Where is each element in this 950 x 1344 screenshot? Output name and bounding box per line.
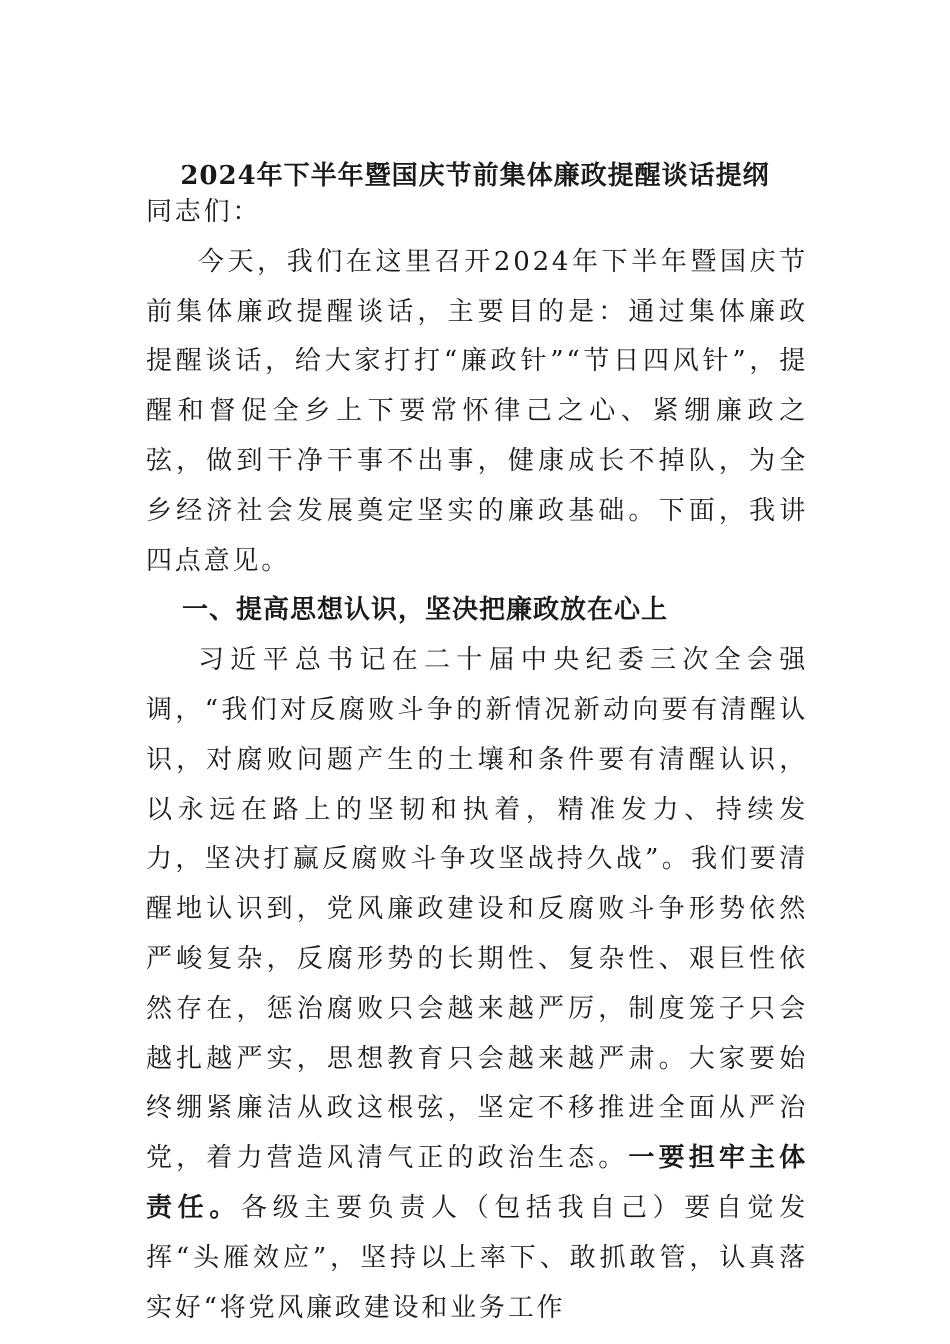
document-title: 2024年下半年暨国庆节前集体廉政提醒谈话提纲 (180, 161, 770, 191)
intro-paragraph: 今天，我们在这里召开2024年下半年暨国庆节前集体廉政提醒谈话，主要目的是：通过集体廉政提醒谈话，给大家打打“廉政针”“节日四风针”，提醒和督促全乡上下要常怀律己之心、紧绷廉政之弦，做到干净干事不出事，健康成长不掉队，为全乡经济社会发展奠定坚实的廉政基础。下面，我讲四点意见。 (146, 246, 808, 576)
section-paragraph-text: 习近平总书记在二十届中央纪委三次全会强调，“我们对反腐败斗争的新情况新动向要有清醒认识，对腐败问题产生的土壤和条件要有清醒认识，以永远在路上的坚韧和执着，精准发力、持续发力，坚决打赢反腐败斗争攻坚战持久战”。我们要清醒地认识到，党风廉政建设和反腐败斗争形势依然严峻复杂，反腐形势的长期性、复杂性、艰巨性依然存在，惩治腐败只会越来越严厉，制度笼子只会越扎越严实，思想教育只会越来越严肃。大家要始终绷紧廉洁从政这根弦，坚定不移推进全面从严治党，着力营造风清气正的政治生态。 (146, 645, 808, 1174)
document-body (146, 188, 808, 1333)
section-paragraph (146, 636, 808, 1333)
salutation: 同志们： (146, 197, 262, 227)
section-heading: 一、提高思想认识，坚决把廉政放在心上 (182, 595, 669, 626)
section-paragraph-bold: 一要担牢主体责任。 (146, 1143, 808, 1223)
section-paragraph-continued: 各级主要负责人（包括我自己）要自觉发挥“头雁效应”，坚持以上率下、敢抓敢管，认真落实好“将党风廉政建设和业务工作 (146, 1192, 808, 1323)
